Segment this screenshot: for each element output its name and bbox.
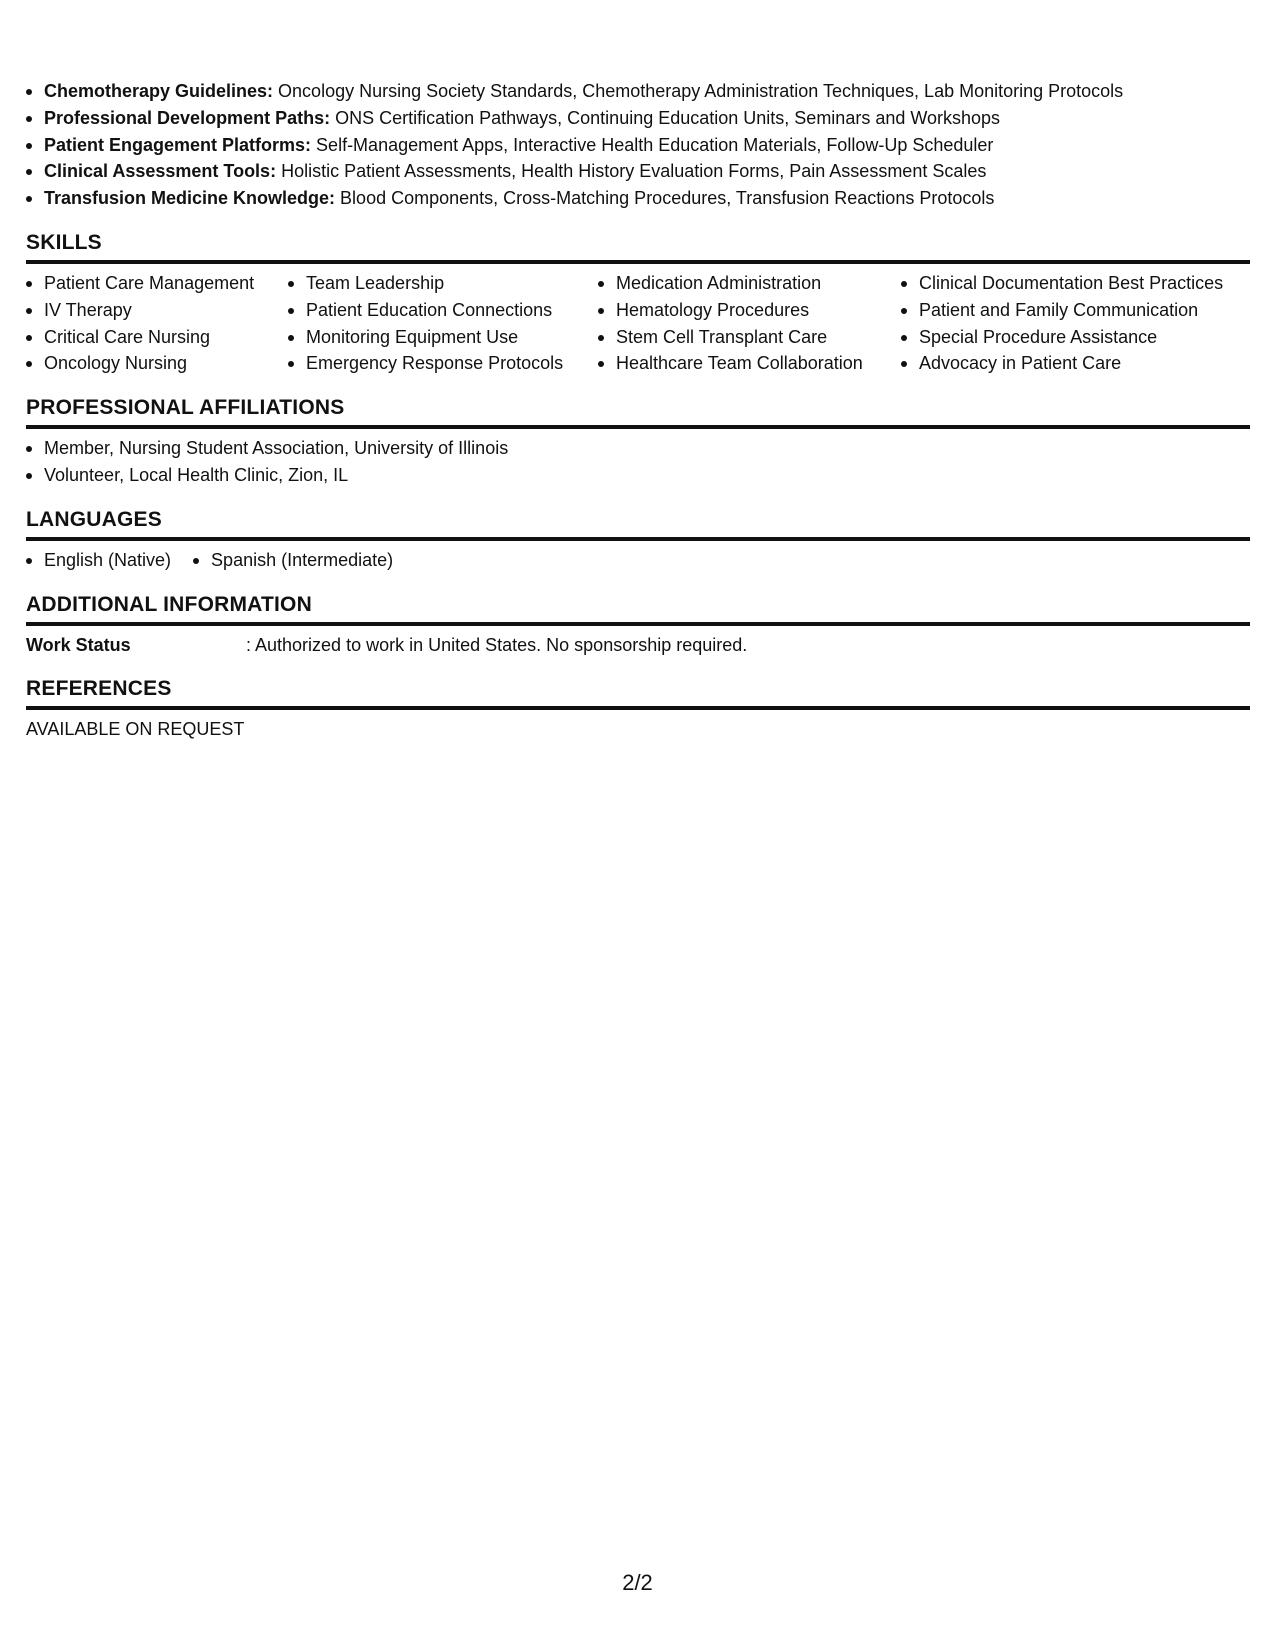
item-label: Patient Engagement Platforms: (44, 134, 312, 155)
references-section (26, 676, 1250, 742)
skill-item: Patient Care Management (26, 270, 288, 297)
item-text: Self-Management Apps, Interactive Health Education Materials, Follow-Up Scheduler (311, 134, 994, 155)
skill-item: Stem Cell Transplant Care (598, 324, 901, 351)
skill-item: Monitoring Equipment Use (288, 324, 598, 351)
skill-item: Oncology Nursing (26, 350, 288, 377)
language-item: English (Native) (26, 547, 171, 574)
item-text: ONS Certification Pathways, Continuing Education Units, Seminars and Workshops (330, 107, 1001, 128)
item-label: Chemotherapy Guidelines: (44, 81, 274, 101)
skill-item: Healthcare Team Collaboration (598, 350, 901, 377)
languages-list (26, 547, 1250, 574)
skill-item: Patient Education Connections (288, 297, 598, 324)
section-title-affiliations: PROFESSIONAL AFFILIATIONS (26, 395, 1250, 429)
resume-page (26, 78, 1250, 742)
skill-item: Critical Care Nursing (26, 324, 288, 351)
section-title-languages: LANGUAGES (26, 507, 1250, 541)
item-label: Professional Development Paths: (44, 107, 331, 128)
skills-column-1 (26, 270, 288, 377)
affiliation-item: Volunteer, Local Health Clinic, Zion, IL (26, 462, 1250, 489)
additional-info-section (26, 592, 1250, 658)
language-item: Spanish (Intermediate) (193, 547, 393, 574)
languages-section (26, 507, 1250, 574)
skills-grid (26, 270, 1250, 377)
section-title-additional-info: ADDITIONAL INFORMATION (26, 592, 1250, 626)
section-title-skills: SKILLS (26, 230, 1250, 264)
item-text: Oncology Nursing Society Standards, Chemotherapy Administration Techniques, Lab Monitoring Protocols (273, 81, 1124, 101)
skills-column-3 (598, 270, 901, 377)
section-title-references: REFERENCES (26, 676, 1250, 710)
page-number: 2/2 (622, 1570, 653, 1595)
skill-item: Advocacy in Patient Care (901, 350, 1250, 377)
skill-item: Clinical Documentation Best Practices (901, 270, 1250, 297)
skills-column-2 (288, 270, 598, 377)
skill-item: IV Therapy (26, 297, 288, 324)
item-label: Clinical Assessment Tools: (44, 161, 277, 182)
skill-item: Team Leadership (288, 270, 598, 297)
technical-knowledge-list (26, 78, 1250, 212)
work-status-value: : Authorized to work in United States. No sponsorship required. (246, 634, 748, 655)
work-status-label: Work Status (26, 634, 131, 655)
work-status-row (26, 632, 1250, 658)
list-item (26, 132, 1250, 159)
references-text: AVAILABLE ON REQUEST (26, 718, 245, 739)
skills-column-4 (901, 270, 1250, 377)
list-item (26, 105, 1250, 132)
skill-item: Hematology Procedures (598, 297, 901, 324)
skill-item: Special Procedure Assistance (901, 324, 1250, 351)
skill-item: Patient and Family Communication (901, 297, 1250, 324)
affiliations-list (26, 435, 1250, 489)
skill-item: Medication Administration (598, 270, 901, 297)
item-text: Blood Components, Cross-Matching Procedures, Transfusion Reactions Protocols (335, 188, 995, 209)
item-text: Holistic Patient Assessments, Health History Evaluation Forms, Pain Assessment Scales (276, 161, 987, 182)
list-item (26, 158, 1250, 185)
skill-item: Emergency Response Protocols (288, 350, 598, 377)
item-label: Transfusion Medicine Knowledge: (44, 188, 336, 209)
affiliation-item: Member, Nursing Student Association, University of Illinois (26, 435, 1250, 462)
skills-section (26, 230, 1250, 377)
list-item (26, 78, 1250, 105)
affiliations-section (26, 395, 1250, 489)
list-item (26, 185, 1250, 212)
